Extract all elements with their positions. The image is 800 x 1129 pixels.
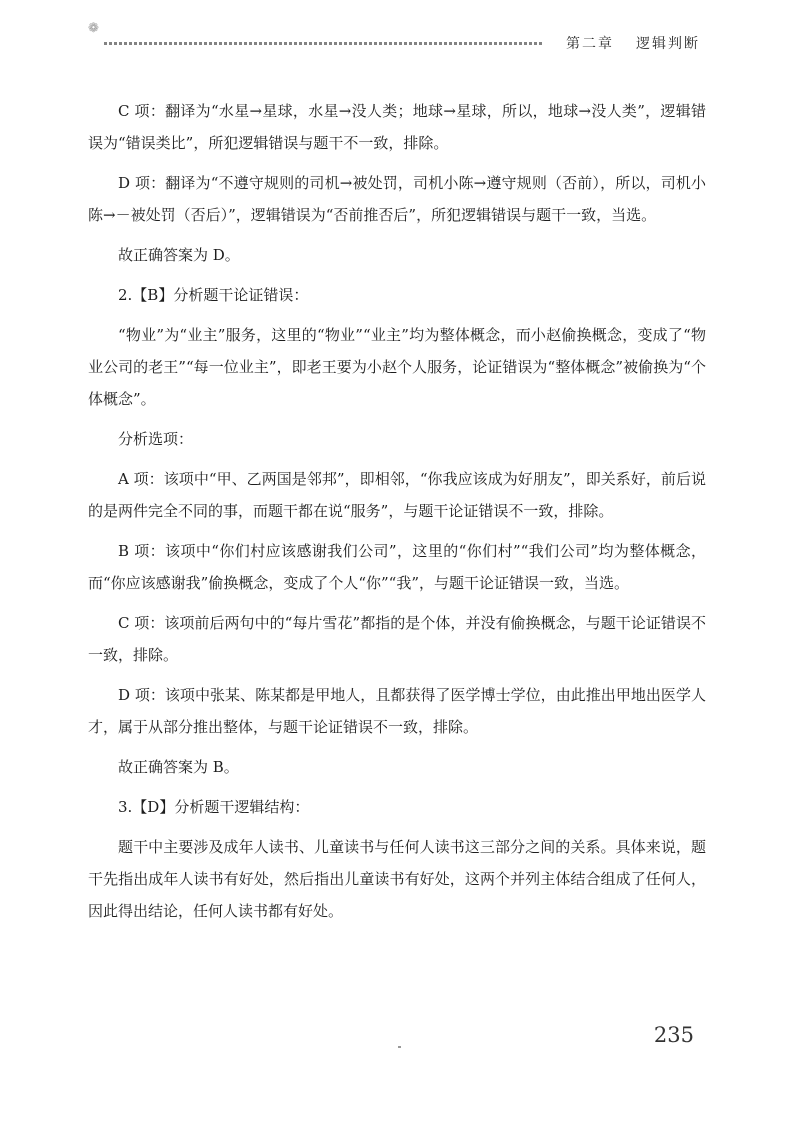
paragraph: D 项：该项中张某、陈某都是甲地人，且都获得了医学博士学位，由此推出甲地出医学人才，属于从部分推出整体，与题干论证错误不一致，排除。 <box>88 686 706 736</box>
paragraph: A 项：该项中“甲、乙两国是邻邦”，即相邻，“你我应该成为好朋友”，即关系好，前后说的是两件完全不同的事，而题干都在说“服务”，与题干论证错误不一致，排除。 <box>88 470 706 520</box>
running-head <box>566 33 700 53</box>
paragraph: C 项：翻译为“水星→星球，水星→没人类；地球→星球，所以，地球→没人类”，逻辑错误为“错误类比”，所犯逻辑错误与题干不一致，排除。 <box>88 102 706 152</box>
header-rule <box>104 42 544 45</box>
paragraph: B 项：该项中“你们村应该感谢我们公司”，这里的“你们村”“我们公司”均为整体概念，而“你应该感谢我”偷换概念，变成了个人“你”“我”，与题干论证错误一致，当选。 <box>88 542 706 592</box>
chapter-label: 第二章 <box>566 36 614 52</box>
paragraph: “物业”为“业主”服务，这里的“物业”“业主”均为整体概念，而小赵偷换概念，变成了“物业公司的老王”“每一位业主”，即老王要为小赵个人服务，论证错误为“整体概念”被偷换为“个体概念”。 <box>88 326 706 408</box>
paragraph: 故正确答案为 D。 <box>118 246 240 264</box>
page-number: 235 <box>653 1023 694 1047</box>
body-text <box>88 95 706 935</box>
scan-dot <box>398 1046 401 1048</box>
paragraph: 分析选项： <box>118 430 194 448</box>
section-label: 逻辑判断 <box>636 36 700 52</box>
paragraph: D 项：翻译为“不遵守规则的司机→被处罚，司机小陈→遵守规则（否前），所以，司机小陈→－被处罚（否后）”，逻辑错误为“否前推否后”，所犯逻辑错误与题干一致，当选。 <box>88 174 706 224</box>
question-heading: 3.【D】分析题干逻辑结构： <box>118 798 310 816</box>
paragraph: 题干中主要涉及成年人读书、儿童读书与任何人读书这三部分之间的关系。具体来说，题干先指出成年人读书有好处，然后指出儿童读书有好处，这两个并列主体结合组成了任何人，因此得出结论，任何人读书都有好处。 <box>88 838 706 920</box>
scan-mark-icon: ❁ <box>88 21 99 36</box>
paragraph: 故正确答案为 B。 <box>118 758 239 776</box>
question-heading: 2.【B】分析题干论证错误： <box>118 286 309 304</box>
paragraph: C 项：该项前后两句中的“每片雪花”都指的是个体，并没有偷换概念，与题干论证错误不一致，排除。 <box>88 614 706 664</box>
